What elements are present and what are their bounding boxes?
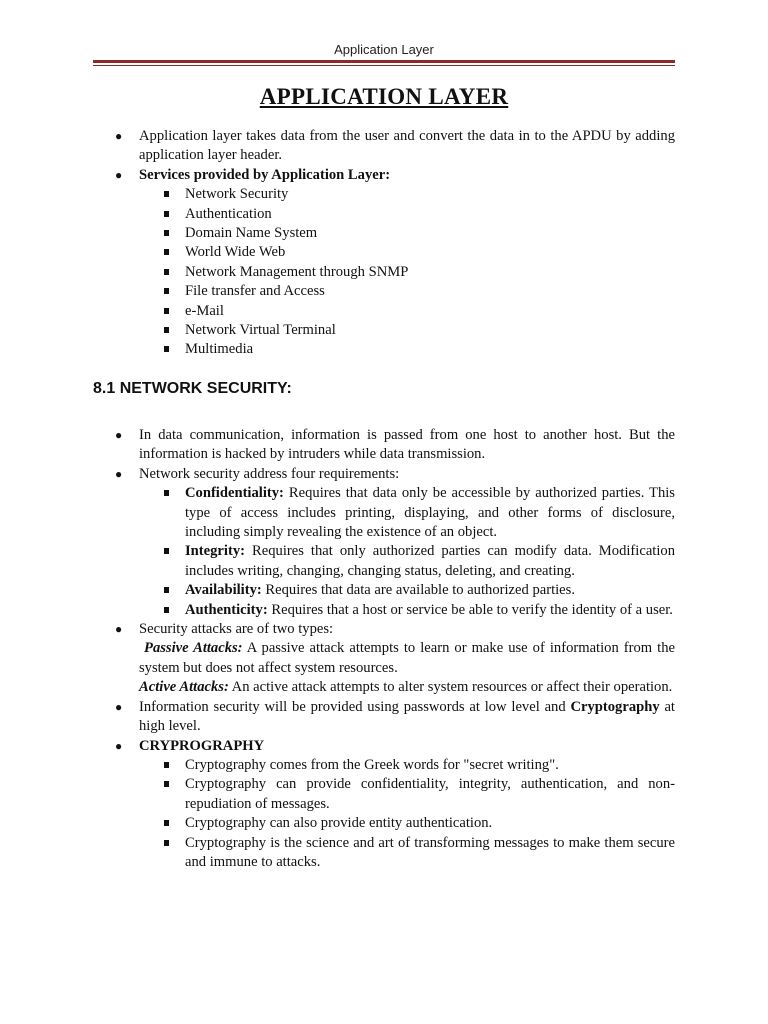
paragraph-bullet	[93, 465, 675, 484]
service-item-label: Network Virtual Terminal	[185, 322, 336, 339]
square-bullet-icon	[164, 587, 169, 593]
active-attacks-paragraph	[93, 678, 675, 697]
requirement-item	[93, 581, 675, 600]
square-bullet-icon	[164, 269, 169, 275]
service-item-label: Domain Name System	[185, 225, 318, 242]
crypto-item	[93, 775, 675, 814]
service-item	[93, 263, 675, 282]
bullet-dot-icon: ●	[115, 738, 123, 753]
service-item-label: Network Security	[185, 186, 289, 203]
bullet-dot-icon: ●	[115, 466, 123, 481]
requirement-text: Requires that a host or service be able to verify the identity of a user.	[267, 601, 673, 618]
square-bullet-icon	[164, 327, 169, 333]
service-item-label: World Wide Web	[185, 244, 286, 261]
square-bullet-icon	[164, 548, 169, 554]
square-bullet-icon	[164, 607, 169, 613]
crypto-item-text: Cryptography can provide confidentiality, integrity, authentication, and non-repudiation of messages.	[185, 776, 675, 812]
bullet-dot-icon: ●	[115, 167, 123, 182]
bullet-dot-icon: ●	[115, 428, 123, 442]
requirement-term: Confidentiality:	[185, 485, 284, 502]
crypto-heading: CRYPROGRAPHY	[139, 737, 265, 754]
square-bullet-icon	[164, 249, 169, 255]
square-bullet-icon	[164, 762, 169, 768]
active-attacks-text: An active attack attempts to alter system resources or affect their operation.	[228, 679, 673, 696]
bullet-dot-icon: ●	[115, 622, 123, 637]
service-item-label: File transfer and Access	[185, 283, 325, 300]
service-item-label: Network Management through SNMP	[185, 263, 409, 280]
requirement-text: Requires that only authorized parties can modify data. Modification includes writing, changing, changing status, deleting, and creating.	[185, 543, 675, 579]
service-item	[93, 205, 675, 224]
section-heading: 8.1 NETWORK SECURITY:	[93, 380, 292, 397]
square-bullet-icon	[164, 308, 169, 314]
requirement-text: Requires that data only be accessible by authorized parties. This type of access includes printing, displaying, and other forms of disclosure, including simply revealing the existence of an object.	[185, 485, 675, 541]
paragraph-bullet	[93, 698, 675, 737]
square-bullet-icon	[164, 230, 169, 236]
service-item	[93, 340, 675, 359]
paragraph-text-bold: Cryptography	[570, 698, 660, 715]
square-bullet-icon	[164, 346, 169, 352]
network-security-block	[93, 426, 675, 872]
requirement-item	[93, 542, 675, 581]
crypto-item	[93, 834, 675, 873]
paragraph-text: Security attacks are of two types:	[139, 621, 334, 638]
service-item	[93, 302, 675, 321]
crypto-item-text: Cryptography comes from the Greek words for "secret writing".	[185, 756, 559, 773]
service-item	[93, 185, 675, 204]
square-bullet-icon	[164, 781, 169, 787]
square-bullet-icon	[164, 288, 169, 294]
requirement-term: Availability:	[185, 582, 262, 599]
service-item-label: e-Mail	[185, 302, 224, 319]
passive-attacks-text: A passive attack attempts to learn or make use of information from the system but does not affect system resources.	[139, 640, 675, 676]
requirement-text: Requires that data are available to authorized parties.	[261, 582, 575, 599]
crypto-item	[93, 814, 675, 833]
crypto-bullet	[93, 737, 675, 756]
requirements-list	[93, 484, 675, 620]
requirement-item	[93, 484, 675, 542]
service-item	[93, 321, 675, 340]
requirement-term: Integrity:	[185, 543, 245, 560]
service-item	[93, 224, 675, 243]
service-item-label: Authentication	[185, 205, 272, 222]
requirement-item	[93, 601, 675, 620]
services-bullet	[93, 166, 675, 185]
square-bullet-icon	[164, 490, 169, 496]
paragraph-text-post: at high level.	[139, 698, 675, 735]
header-rule-thick	[93, 60, 675, 63]
intro-bullet-text: Application layer takes data from the user and convert the data in to the APDU by adding application layer header.	[139, 128, 675, 164]
service-item	[93, 282, 675, 301]
crypto-item-text: Cryptography is the science and art of transforming messages to make them secure and immune to attacks.	[185, 834, 675, 870]
active-attacks-term: Active Attacks:	[139, 679, 229, 696]
intro-block	[93, 127, 675, 360]
requirement-term: Authenticity:	[185, 601, 268, 618]
passive-attacks-paragraph	[93, 639, 675, 678]
square-bullet-icon	[164, 211, 169, 217]
header-rule-thin	[93, 65, 675, 66]
page-title: APPLICATION LAYER	[259, 84, 509, 109]
service-item-label: Multimedia	[185, 341, 254, 358]
square-bullet-icon	[164, 191, 169, 197]
crypto-list	[93, 756, 675, 872]
running-header: Application Layer	[334, 42, 434, 57]
paragraph-text-pre: Information security will be provided using passwords at low level and	[139, 698, 571, 715]
crypto-item-text: Cryptography can also provide entity authentication.	[185, 815, 493, 832]
square-bullet-icon	[164, 820, 169, 826]
bullet-dot-icon: ●	[115, 129, 123, 143]
bullet-dot-icon: ●	[115, 699, 123, 714]
intro-bullet	[93, 127, 675, 166]
service-item	[93, 243, 675, 262]
paragraph-text: In data communication, information is passed from one host to another host. But the information is hacked by intruders while data transmission.	[139, 427, 675, 463]
paragraph-bullet	[93, 426, 675, 465]
paragraph-text: Network security address four requirements:	[139, 465, 400, 482]
services-heading: Services provided by Application Layer:	[139, 166, 391, 183]
services-list	[93, 185, 675, 360]
square-bullet-icon	[164, 840, 169, 846]
passive-attacks-term: Passive Attacks:	[144, 640, 243, 657]
crypto-item	[93, 756, 675, 775]
paragraph-bullet	[93, 620, 675, 639]
